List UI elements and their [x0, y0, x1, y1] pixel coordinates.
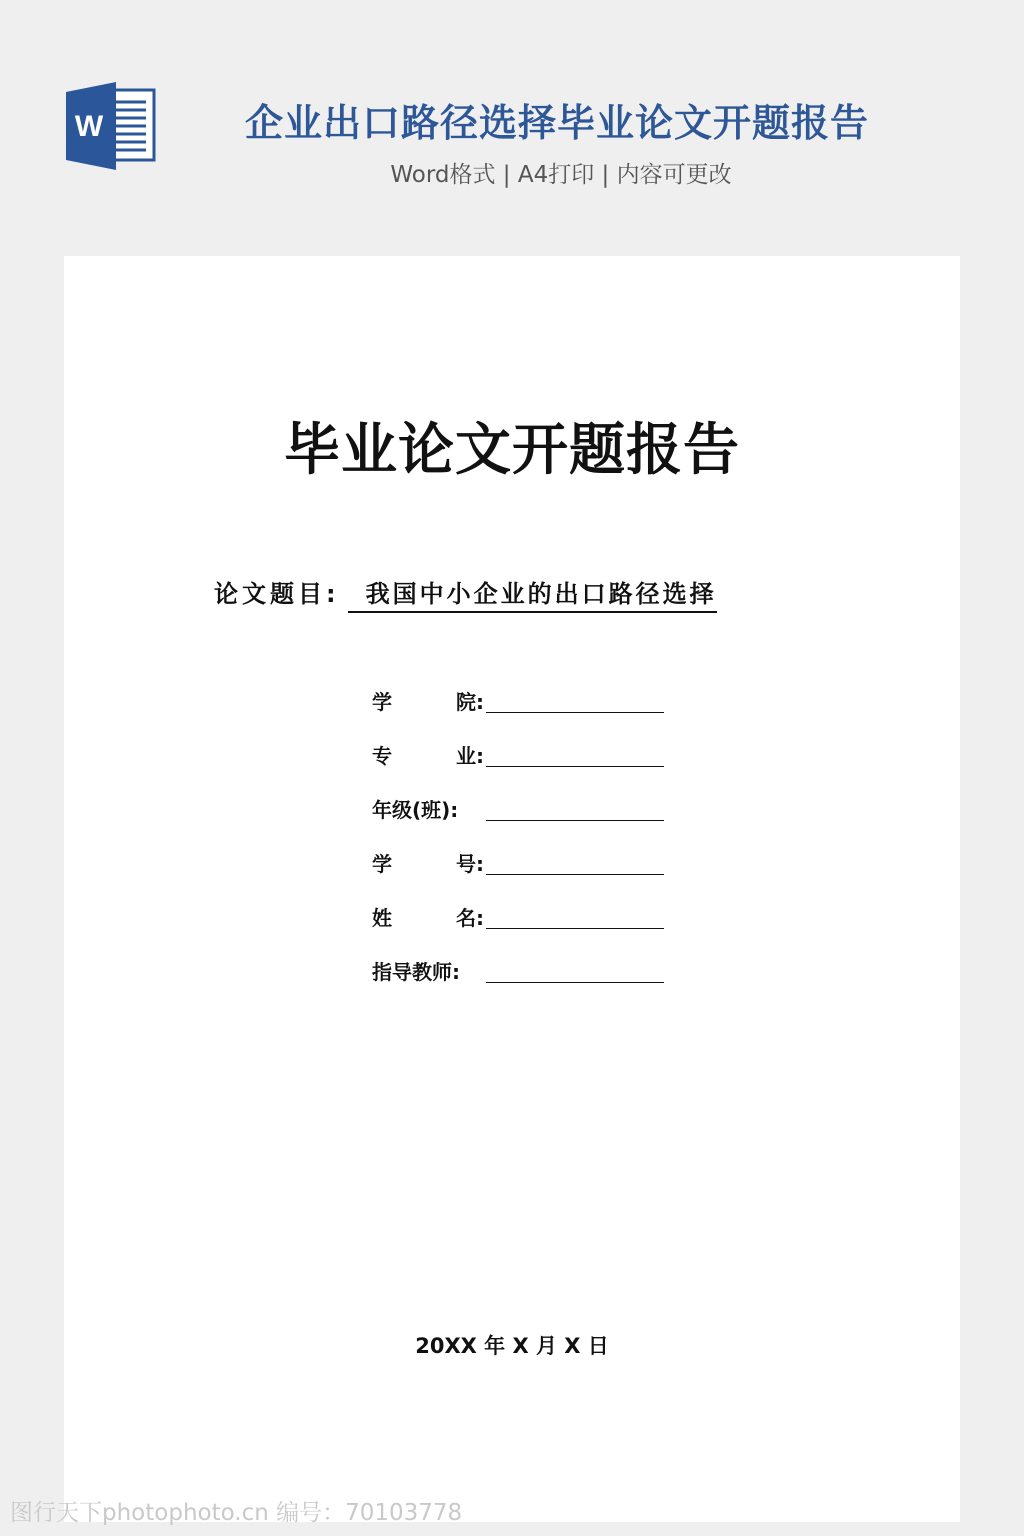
topic-value: 我国中小企业的出口路径选择: [348, 574, 717, 613]
field-row-name: [372, 902, 664, 956]
field-label: 学: [372, 852, 392, 876]
field-row-college: [372, 686, 664, 740]
watermark: 图行天下photophoto.cn 编号：70103778: [10, 1500, 463, 1526]
header-title: 企业出口路径选择毕业论文开题报告: [244, 101, 869, 145]
field-label: 学: [372, 690, 392, 714]
field-row-major: [372, 740, 664, 794]
document-page: [64, 256, 960, 1522]
field-label: 名:: [456, 906, 484, 930]
major-blank[interactable]: [486, 740, 664, 767]
advisor-blank[interactable]: [486, 956, 664, 983]
field-label: 年级(班):: [372, 798, 459, 822]
field-label: 指导教师:: [372, 960, 460, 984]
info-fields: [372, 686, 664, 1010]
field-label: 业:: [456, 744, 484, 768]
grade-blank[interactable]: [486, 794, 664, 821]
topic-label: 论文题目:: [214, 580, 340, 608]
college-blank[interactable]: [486, 686, 664, 713]
header-subtitle: Word格式 | A4打印 | 内容可更改: [390, 162, 732, 188]
field-label: 专: [372, 744, 392, 768]
document-date: 20XX 年 X 月 X 日: [415, 1334, 609, 1358]
word-icon-letter: W: [74, 110, 104, 143]
word-icon: [64, 82, 156, 170]
document-title: 毕业论文开题报告: [284, 418, 740, 483]
field-label: 姓: [372, 906, 392, 930]
student-id-blank[interactable]: [486, 848, 664, 875]
field-label: 号:: [456, 852, 484, 876]
thesis-topic: [214, 574, 717, 613]
field-label: 院:: [456, 690, 484, 714]
field-row-student-id: [372, 848, 664, 902]
name-blank[interactable]: [486, 902, 664, 929]
field-row-grade: [372, 794, 664, 848]
field-row-advisor: [372, 956, 664, 1010]
